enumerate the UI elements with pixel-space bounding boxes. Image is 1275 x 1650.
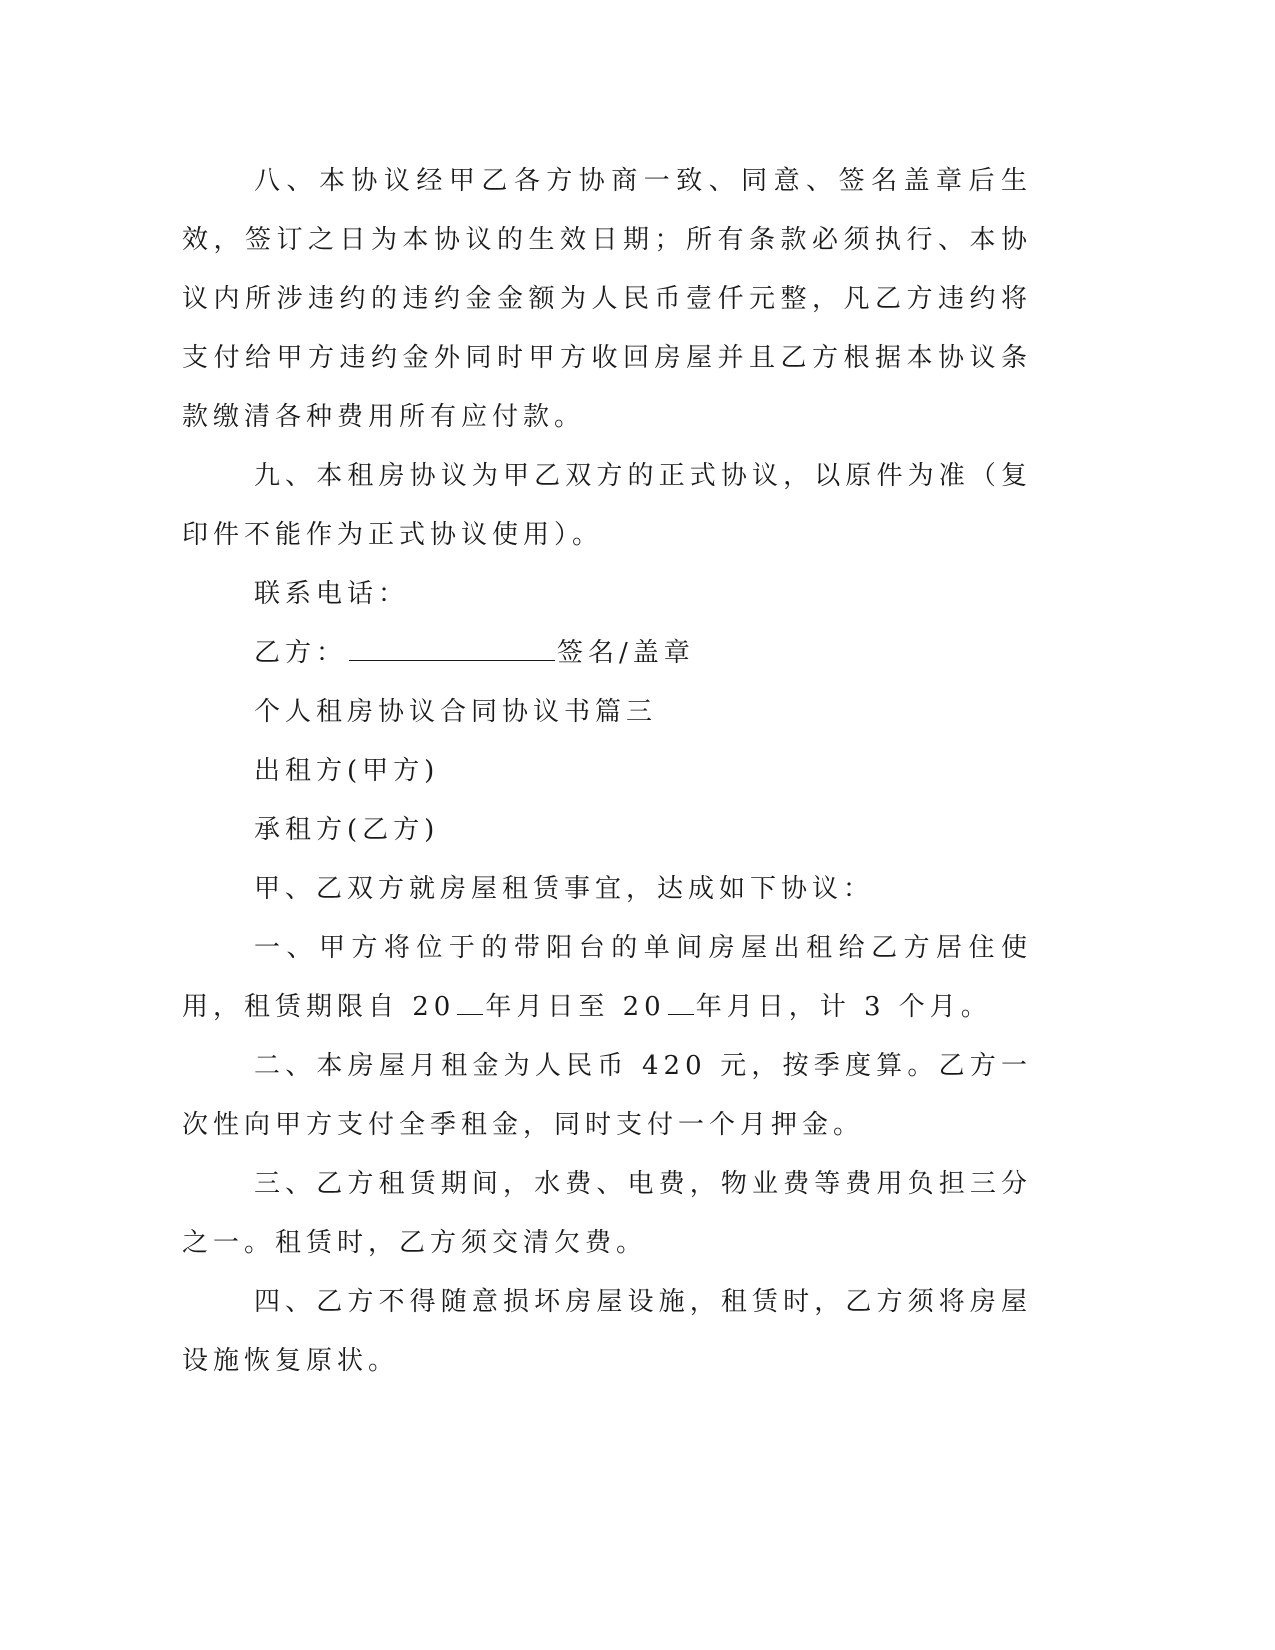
agreement-intro: 甲、乙双方就房屋租赁事宜，达成如下协议：	[254, 874, 875, 904]
section-heading: 个人租房协议合同协议书篇三	[254, 697, 658, 727]
lessee-label: 承租方(乙方)	[254, 815, 440, 845]
clause-four: 四、乙方不得随意损坏房屋设施，租赁时，乙方须将房屋设施恢复原状。	[182, 1287, 1032, 1376]
clause-one-part-b: 年月日至 20	[485, 992, 666, 1022]
clause-nine: 九、本租房协议为甲乙双方的正式协议，以原件为准（复印件不能作为正式协议使用）。	[182, 461, 1032, 550]
clause-two: 二、本房屋月租金为人民币 420 元，按季度算。乙方一次性向甲方支付全季租金，同时支付一个月押金。	[182, 1051, 1032, 1140]
document-body	[182, 152, 1032, 1391]
party-b-signature-line	[182, 624, 1032, 683]
contact-phone-label: 联系电话：	[254, 579, 410, 609]
clause-one-part-a: 一、甲方将位于的带阳台的单间房屋出租给乙方居住使用，租赁期限自 20	[182, 933, 1032, 1022]
clause-three: 三、乙方租赁期间，水费、电费，物业费等费用负担三分之一。租赁时，乙方须交清欠费。	[182, 1169, 1032, 1258]
year-blank-end	[668, 988, 694, 1015]
clause-eight: 八、本协议经甲乙各方协商一致、同意、签名盖章后生效，签订之日为本协议的生效日期；所有条款必须执行、本协议内所涉违约的违约金金额为人民币壹仟元整，凡乙方违约将支付给甲方违约金外同时甲方收回房屋并且乙方根据本协议条款缴清各种费用所有应付款。	[182, 166, 1032, 432]
year-blank-start	[457, 988, 483, 1015]
lessor-label: 出租方(甲方)	[254, 756, 440, 786]
signature-blank	[349, 634, 555, 661]
signature-seal-label: 签名/盖章	[557, 638, 695, 668]
clause-one	[182, 919, 1032, 1037]
clause-one-part-c: 年月日，计 3 个月。	[695, 992, 992, 1022]
party-b-label: 乙方：	[254, 638, 348, 668]
